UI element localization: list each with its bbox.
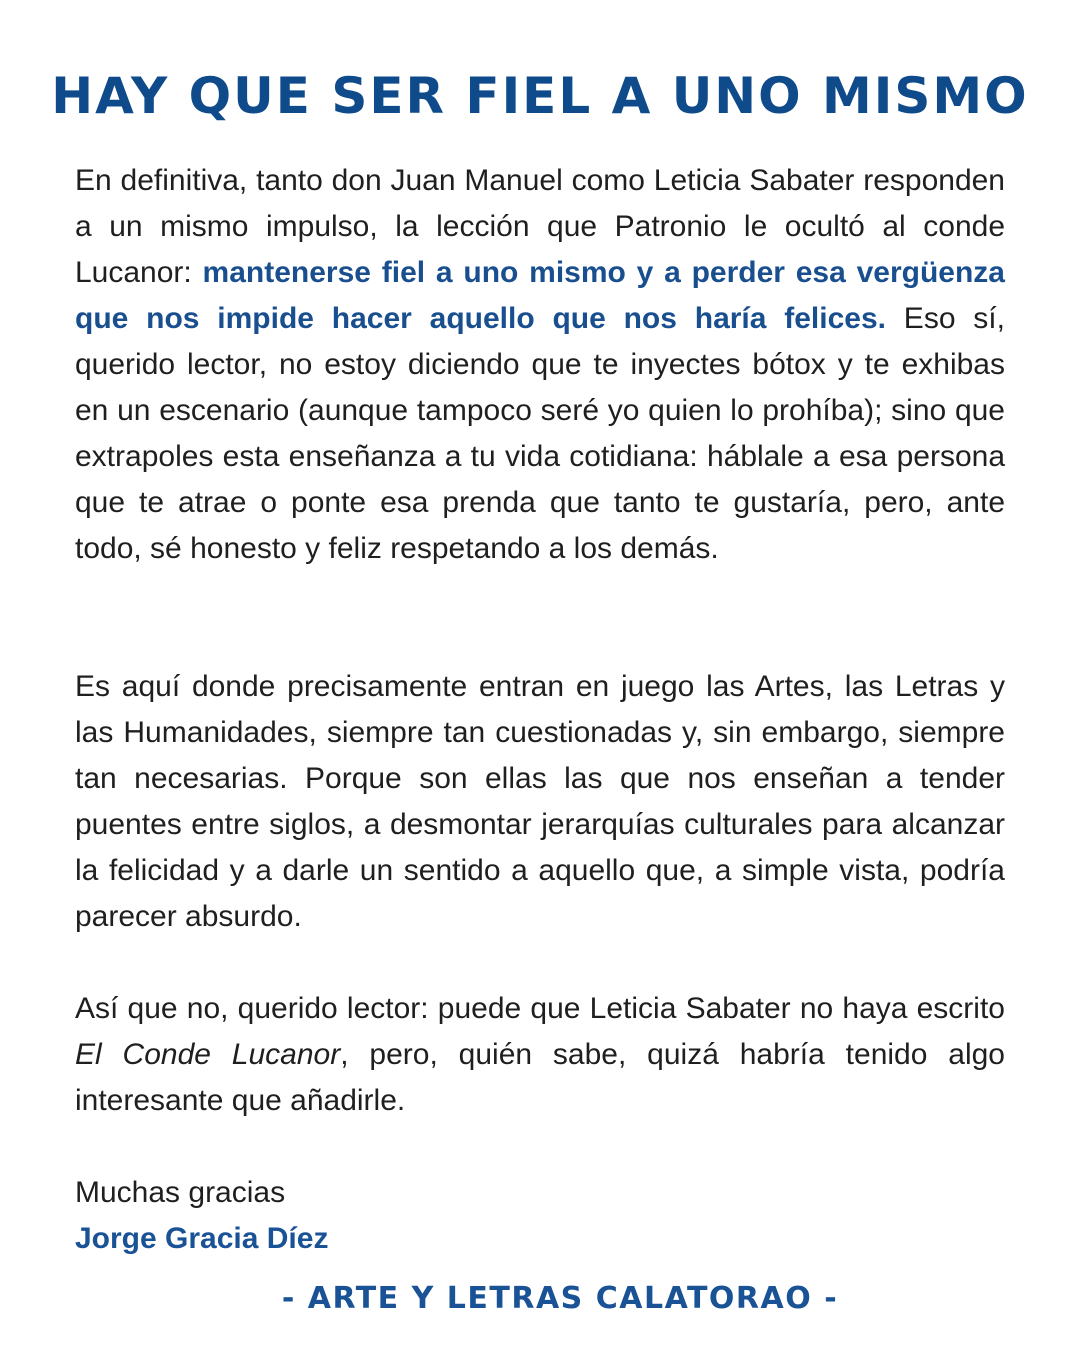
paragraph-1 xyxy=(75,158,1005,572)
footer-signature: - ARTE Y LETRAS CALATORAO - xyxy=(281,1281,839,1316)
paragraph-3 xyxy=(75,986,1005,1124)
page-title: HAY QUE SER FIEL A UNO MISMO xyxy=(51,67,1029,125)
paragraph-3-text-start: Así que no, querido lector: puede que Leticia Sabater no haya escrito xyxy=(75,992,1005,1025)
closing-text: Muchas gracias xyxy=(75,1176,286,1209)
book-title: El Conde Lucanor xyxy=(75,1038,341,1071)
paragraph-1-highlight: mantenerse fiel a uno mismo y a perder esa vergüenza que nos impide hacer aquello que nos haría felices. xyxy=(75,256,1005,335)
paragraph-2: Es aquí donde precisamente entran en juego las Artes, las Letras y las Humanidades, siempre tan cuestionadas y, sin embargo, siempre tan necesarias. Porque son ellas las que nos enseñan a tender puentes entre siglos, a desmontar jerarquías culturales para alcanzar la felicidad y a darle un sentido a aquello que, a simple vista, podría parecer absurdo. xyxy=(75,670,1005,933)
paragraph-1-text-start: En definitiva, tanto don Juan Manuel como Leticia Sabater responden a un mismo impulso, la lección que Patronio le ocultó al conde Lucanor: xyxy=(75,164,1005,289)
paragraph-1-text-end: Eso sí, querido lector, no estoy diciendo que te inyectes bótox y te exhibas en un escenario (aunque tampoco seré yo quien lo prohíba); sino que extrapoles esta enseñanza a tu vida cotidiana: háblale a esa persona que te atrae o ponte esa prenda que tanto te gustaría, pero, ante todo, sé honesto y feliz respetando a los demás. xyxy=(75,302,1005,565)
paragraph-3-text-end: , pero, quién sabe, quizá habría tenido algo interesante que añadirle. xyxy=(75,1038,1005,1117)
author-name: Jorge Gracia Díez xyxy=(75,1222,329,1255)
